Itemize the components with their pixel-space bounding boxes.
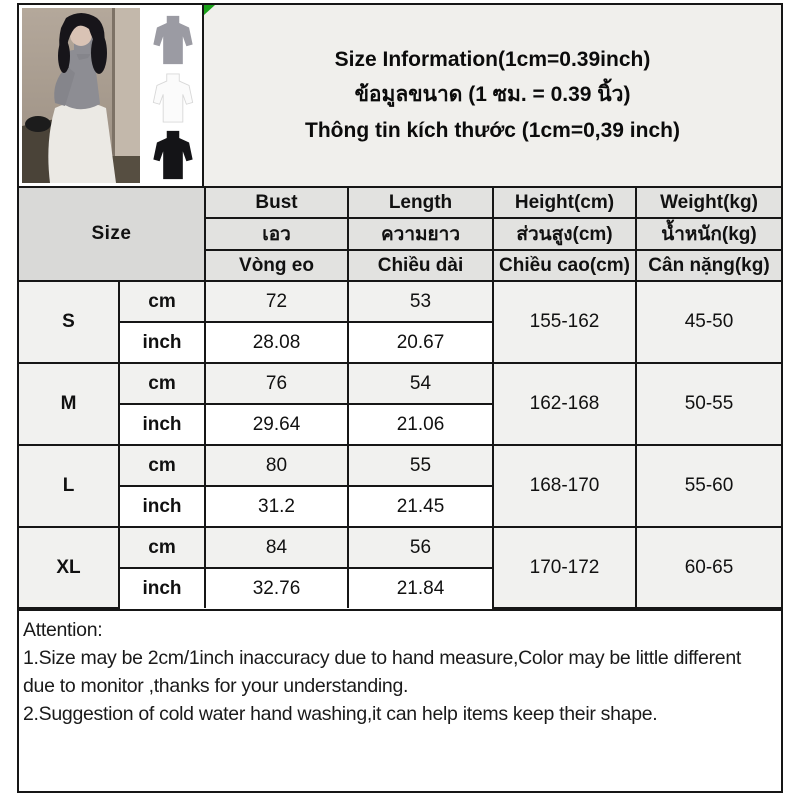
m-bust-inch: 29.64 (205, 404, 348, 445)
l-bust-cm: 80 (205, 445, 348, 486)
unit-inch: inch (119, 486, 205, 527)
l-length-cm: 55 (348, 445, 493, 486)
s-length-inch: 20.67 (348, 322, 493, 363)
s-length-cm: 53 (348, 281, 493, 322)
unit-cm: cm (119, 363, 205, 404)
unit-inch: inch (119, 568, 205, 608)
col-header-weight-th: น้ำหนัก(kg) (636, 218, 781, 250)
title-thai: ข้อมูลขนาด (1 ซม. = 0.39 นิ้ว) (354, 83, 631, 107)
unit-cm: cm (119, 527, 205, 568)
unit-inch: inch (119, 404, 205, 445)
m-weight: 50-55 (636, 363, 781, 445)
top-row (19, 5, 781, 188)
xl-weight: 60-65 (636, 527, 781, 608)
size-label-xl: XL (19, 527, 119, 608)
black-turtleneck-thumbnail (148, 129, 198, 181)
unit-inch: inch (119, 322, 205, 363)
white-turtleneck-thumbnail (148, 72, 198, 124)
s-height: 155-162 (493, 281, 636, 363)
size-table (19, 188, 781, 609)
xl-bust-inch: 32.76 (205, 568, 348, 608)
l-bust-inch: 31.2 (205, 486, 348, 527)
s-weight: 45-50 (636, 281, 781, 363)
grey-turtleneck-thumbnail (148, 14, 198, 66)
xl-length-cm: 56 (348, 527, 493, 568)
attention-note-1: 1.Size may be 2cm/1inch inaccuracy due to hand measure,Color may be little different due to monitor ,thanks for your understanding. (23, 647, 741, 697)
model-photo (22, 8, 140, 183)
size-label-m: M (19, 363, 119, 445)
l-weight: 55-60 (636, 445, 781, 527)
xl-bust-cm: 84 (205, 527, 348, 568)
xl-height: 170-172 (493, 527, 636, 608)
title-english: Size Information(1cm=0.39inch) (334, 48, 651, 72)
m-length-cm: 54 (348, 363, 493, 404)
size-label-s: S (19, 281, 119, 363)
col-header-length-en: Length (348, 188, 493, 218)
col-header-weight-en: Weight(kg) (636, 188, 781, 218)
col-header-length-th: ความยาว (348, 218, 493, 250)
xl-length-inch: 21.84 (348, 568, 493, 608)
size-header-cell: Size (19, 188, 205, 281)
col-header-weight-vi: Cân nặng(kg) (636, 250, 781, 281)
col-header-height-th: ส่วนสูง(cm) (493, 218, 636, 250)
m-bust-cm: 76 (205, 363, 348, 404)
l-height: 168-170 (493, 445, 636, 527)
m-length-inch: 21.06 (348, 404, 493, 445)
size-label-l: L (19, 445, 119, 527)
s-bust-cm: 72 (205, 281, 348, 322)
product-photo-cell (19, 5, 204, 186)
cell-corner-marker-icon (204, 5, 215, 15)
unit-cm: cm (119, 281, 205, 322)
size-info-title-block (204, 5, 781, 186)
attention-notes (19, 609, 781, 791)
attention-heading: Attention: (23, 619, 103, 641)
col-header-bust-en: Bust (205, 188, 348, 218)
col-header-bust-th: เอว (205, 218, 348, 250)
m-height: 162-168 (493, 363, 636, 445)
col-header-height-en: Height(cm) (493, 188, 636, 218)
col-header-bust-vi: Vòng eo (205, 250, 348, 281)
col-header-height-vi: Chiều cao(cm) (493, 250, 636, 281)
col-header-length-vi: Chiều dài (348, 250, 493, 281)
attention-note-2: 2.Suggestion of cold water hand washing,it can help items keep their shape. (23, 703, 658, 725)
color-thumbnails (145, 8, 200, 183)
size-chart-sheet (17, 3, 783, 793)
unit-cm: cm (119, 445, 205, 486)
l-length-inch: 21.45 (348, 486, 493, 527)
title-vietnamese: Thông tin kích thước (1cm=0,39 inch) (305, 118, 680, 142)
s-bust-inch: 28.08 (205, 322, 348, 363)
